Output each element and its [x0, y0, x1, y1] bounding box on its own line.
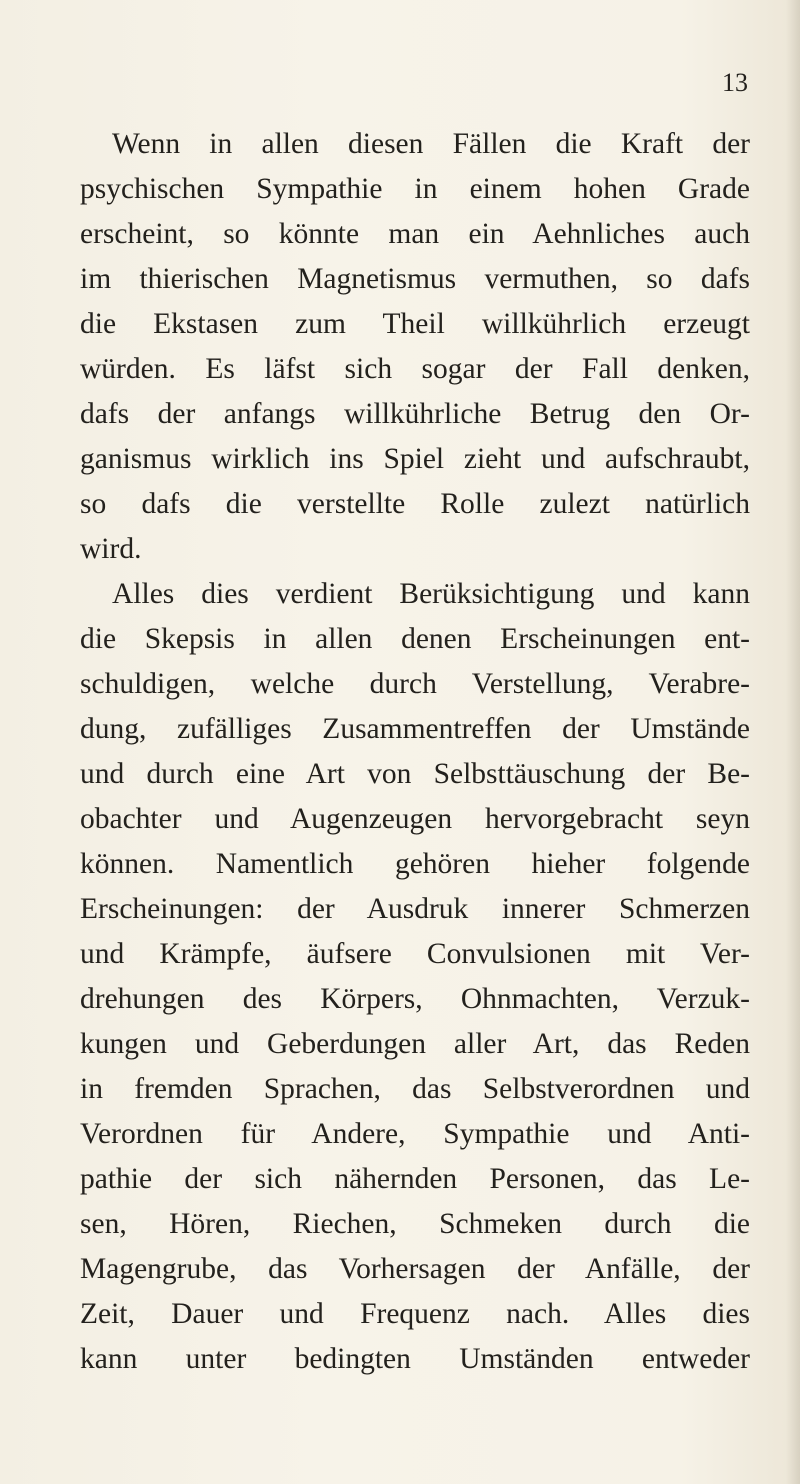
text-line: und durch eine Art von Selbsttäuschung der Be- [80, 758, 750, 790]
text-line: obachter und Augenzeugen hervorgebracht seyn [80, 803, 750, 835]
text-line: drehungen des Körpers, Ohnmachten, Verzuk- [80, 983, 750, 1015]
page-edge-shadow [786, 0, 800, 1484]
text-line-paragraph-end: wird. [80, 533, 142, 565]
text-line: dafs der anfangs willkührliche Betrug den Or- [80, 398, 750, 430]
text-line: kann unter bedingten Umständen entweder [80, 1343, 750, 1375]
text-line: schuldigen, welche durch Verstellung, Verabre- [80, 668, 750, 700]
text-line: psychischen Sympathie in einem hohen Grade [80, 173, 750, 205]
body-text [80, 122, 750, 1382]
text-line: Verordnen für Andere, Sympathie und Anti- [80, 1118, 750, 1150]
text-line: Wenn in allen diesen Fällen die Kraft der [112, 128, 750, 160]
text-line: so dafs die verstellte Rolle zulezt natürlich [80, 488, 750, 520]
text-line: kungen und Geberdungen aller Art, das Reden [80, 1028, 750, 1060]
text-line: ganismus wirklich ins Spiel zieht und aufschraubt, [80, 443, 750, 475]
text-line: sen, Hören, Riechen, Schmeken durch die [80, 1208, 750, 1240]
text-line: und Krämpfe, äufsere Convulsionen mit Ver- [80, 938, 750, 970]
text-line: können. Namentlich gehören hieher folgende [80, 848, 750, 880]
text-line: Erscheinungen: der Ausdruk innerer Schmerzen [80, 893, 750, 925]
text-line-paragraph-start: Alles dies verdient Berüksichtigung und kann [112, 578, 750, 610]
text-line: Magengrube, das Vorhersagen der Anfälle, der [80, 1253, 750, 1285]
text-line: die Skepsis in allen denen Erscheinungen ent- [80, 623, 750, 655]
page-number: 13 [722, 68, 748, 97]
text-line: die Ekstasen zum Theil willkührlich erzeugt [80, 308, 750, 340]
text-line: erscheint, so könnte man ein Aehnliches auch [80, 218, 750, 250]
text-line: pathie der sich nähernden Personen, das Le- [80, 1163, 750, 1195]
text-line: Zeit, Dauer und Frequenz nach. Alles dies [80, 1298, 750, 1330]
text-line: im thierischen Magnetismus vermuthen, so dafs [80, 263, 750, 295]
text-line: würden. Es läfst sich sogar der Fall denken, [80, 353, 750, 385]
text-line: in fremden Sprachen, das Selbstverordnen und [80, 1073, 750, 1105]
text-line: dung, zufälliges Zusammentreffen der Umstände [80, 713, 750, 745]
